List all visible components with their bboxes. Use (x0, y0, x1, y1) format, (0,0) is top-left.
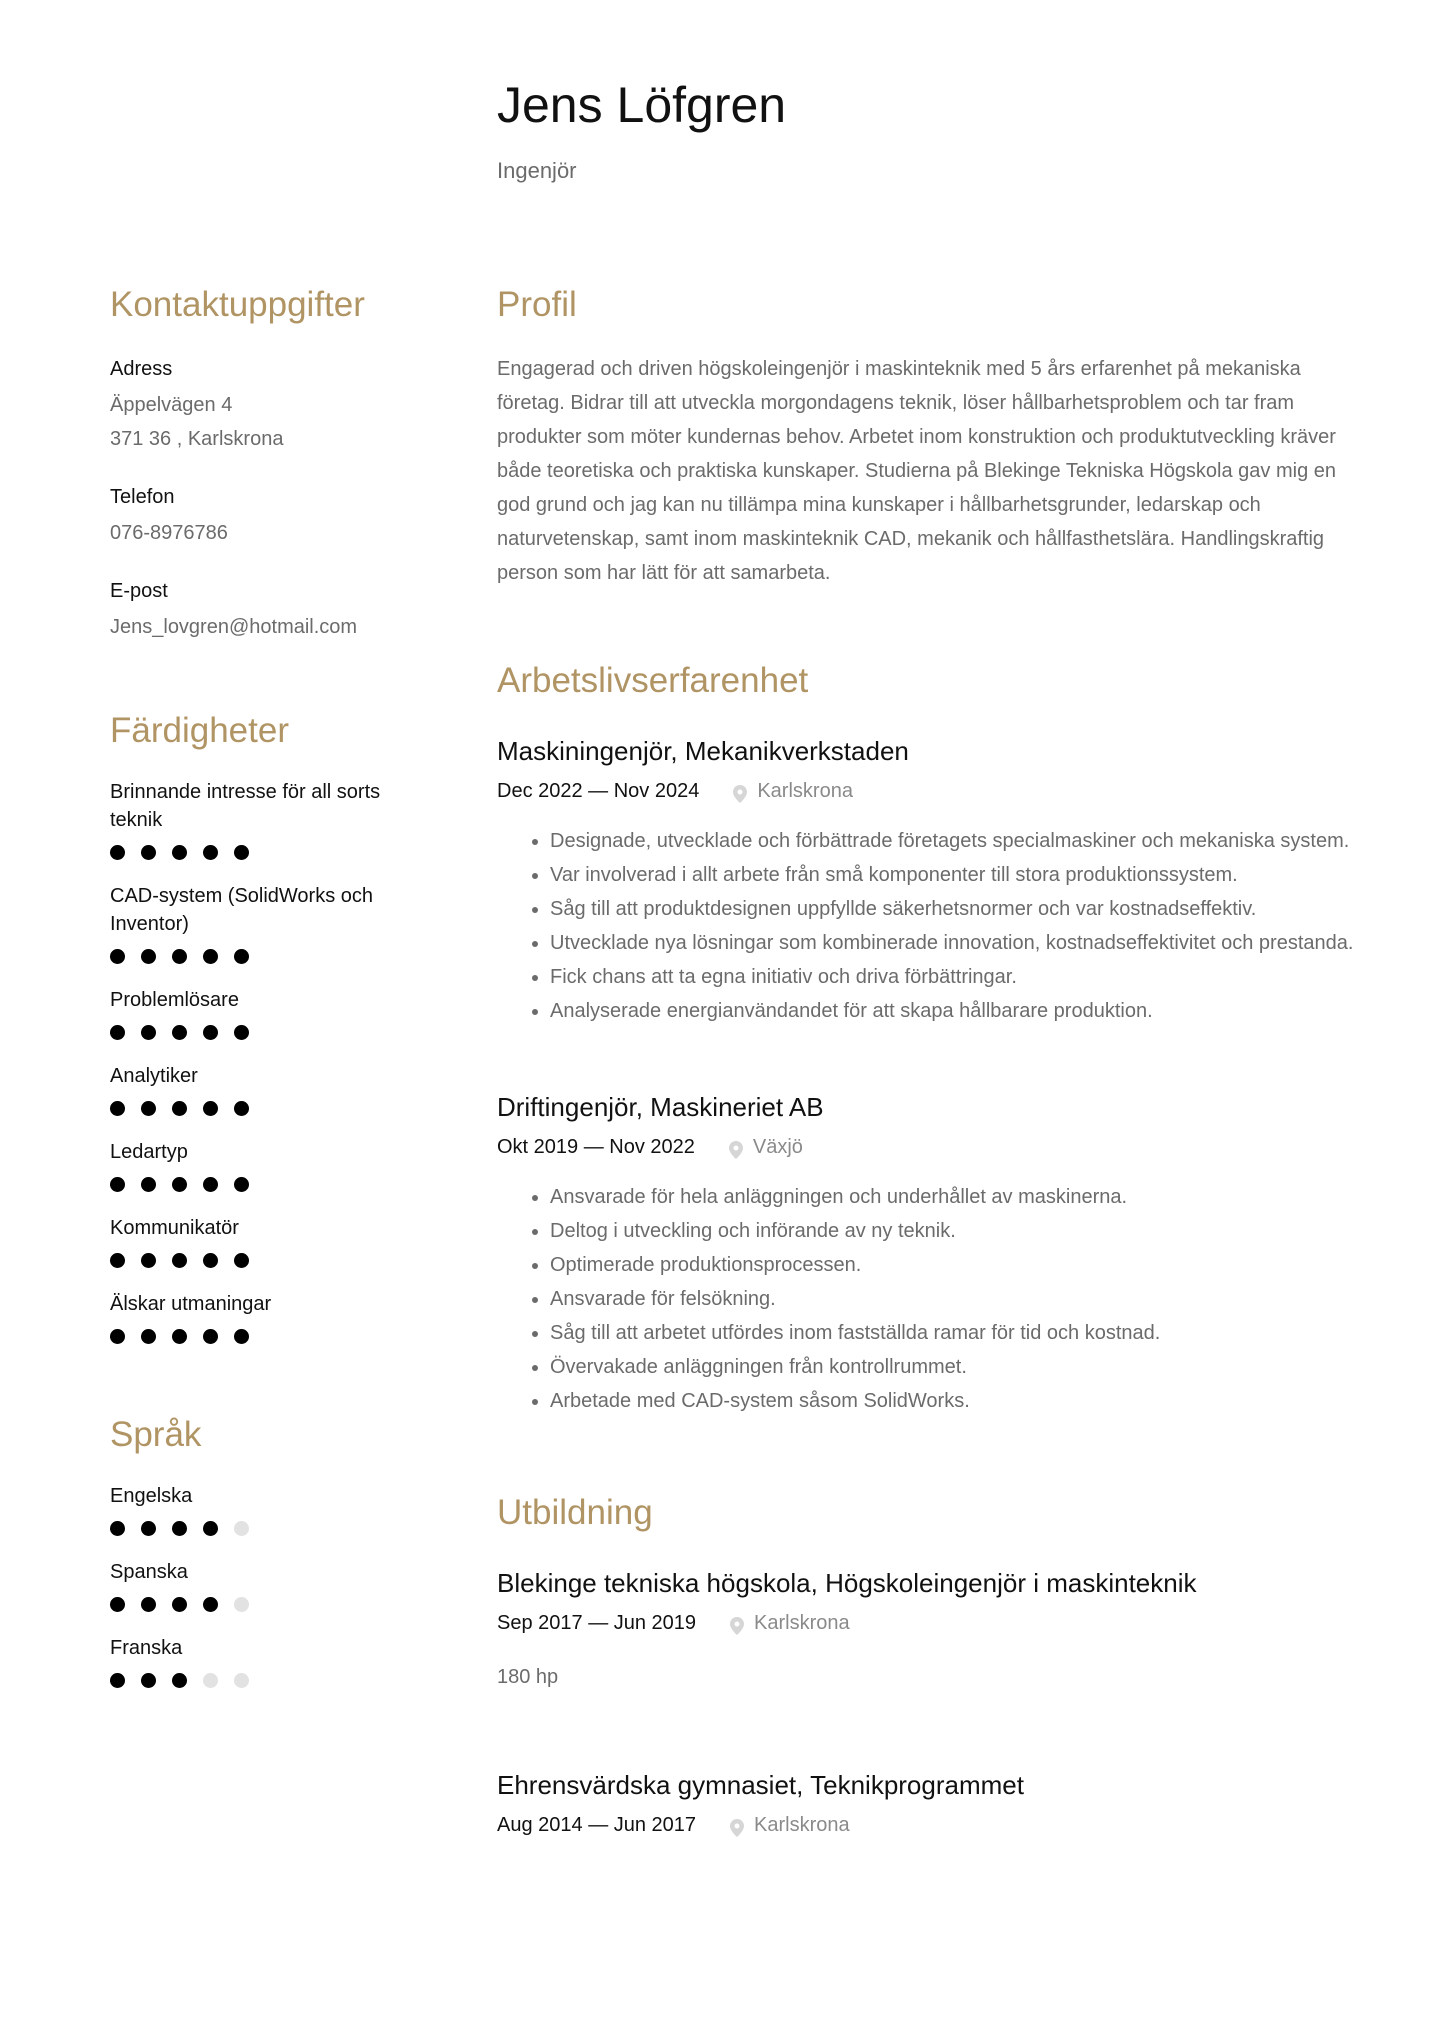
profile-section-title: Profil (497, 285, 577, 324)
phone-value: 076-8976786 (110, 522, 228, 544)
job-entry-meta (497, 1132, 1367, 1162)
rating-dot (110, 1177, 125, 1192)
language-item (110, 1482, 430, 1536)
rating-dot (234, 1177, 249, 1192)
rating-dot (234, 1101, 249, 1116)
skill-item (110, 986, 430, 1040)
rating-dot (203, 1521, 218, 1536)
job-entry-title: Driftingenjör, Maskineriet AB (497, 1092, 824, 1122)
skill-item-label: Brinnande intresse för all sorts teknik (110, 781, 381, 831)
rating-dot (172, 1597, 187, 1612)
phone-block (110, 482, 430, 550)
rating-dots (110, 1100, 430, 1116)
rating-dot (203, 1597, 218, 1612)
education-entry-dates: Sep 2017 — Jun 2019 (497, 1612, 697, 1634)
skill-item (110, 778, 430, 860)
bullet-item: • Analyserade energianvändandet för att skapa hållbarare produktion. (550, 994, 1367, 1028)
rating-dot (234, 1329, 249, 1344)
email-block (110, 576, 430, 644)
rating-dot (141, 1329, 156, 1344)
rating-dots (110, 1672, 430, 1688)
job-entry-location: Växjö (752, 1136, 803, 1158)
rating-dot (172, 1673, 187, 1688)
bullet-item: • Var involverad i allt arbete från små komponenter till stora produktionssystem. (550, 858, 1367, 892)
bullet-item: • Såg till att arbetet utfördes inom fastställda ramar för tid och kostnad. (550, 1316, 1367, 1350)
rating-dot (203, 1177, 218, 1192)
rating-dot (141, 1673, 156, 1688)
skill-item-label: Ledartyp (110, 1141, 188, 1163)
main-column (497, 278, 1367, 1840)
rating-dot (172, 1521, 187, 1536)
rating-dot (141, 1101, 156, 1116)
bullet-item: • Ansvarade för hela anläggningen och underhållet av maskinerna. (550, 1180, 1367, 1214)
skill-item (110, 1138, 430, 1192)
rating-dots (110, 844, 430, 860)
skill-item (110, 1062, 430, 1116)
address-line2: 371 36 , Karlskrona (110, 428, 284, 450)
email-label: E-post (110, 580, 168, 602)
rating-dot (141, 949, 156, 964)
education-entry-meta (497, 1608, 1367, 1638)
rating-dot (110, 1673, 125, 1688)
job-entry-location: Karlskrona (757, 780, 853, 802)
rating-dot (172, 1101, 187, 1116)
bullet-item: • Designade, utvecklade och förbättrade företagets specialmaskiner och mekaniska system. (550, 824, 1367, 858)
rating-dot (203, 845, 218, 860)
rating-dot (203, 1253, 218, 1268)
sidebar (110, 278, 430, 1688)
skills-list (110, 778, 430, 1344)
rating-dot (234, 1597, 249, 1612)
skill-item-label: Älskar utmaningar (110, 1293, 272, 1315)
job-entry-bullets (497, 1180, 1367, 1418)
rating-dot (110, 1101, 125, 1116)
bullet-item: • Deltog i utveckling och införande av ny teknik. (550, 1214, 1367, 1248)
rating-dot (110, 845, 125, 860)
job-entry (497, 1088, 1367, 1418)
skill-item-label: Analytiker (110, 1065, 198, 1087)
address-block (110, 354, 430, 456)
bullet-item: • Fick chans att ta egna initiativ och driva förbättringar. (550, 960, 1367, 994)
rating-dot (234, 1521, 249, 1536)
rating-dots (110, 948, 430, 964)
education-entry-note: 180 hp (497, 1666, 559, 1688)
bullet-item: • Utvecklade nya lösningar som kombinerade innovation, kostnadseffektivitet och prestanda. (550, 926, 1367, 960)
bullet-item: • Arbetade med CAD-system såsom SolidWorks. (550, 1384, 1367, 1418)
rating-dot (141, 845, 156, 860)
skill-item (110, 1290, 430, 1344)
rating-dot (172, 845, 187, 860)
rating-dot (203, 949, 218, 964)
address-line1: Äppelvägen 4 (110, 394, 233, 416)
job-entry-dates: Okt 2019 — Nov 2022 (497, 1136, 695, 1158)
bullet-item: • Ansvarade för felsökning. (550, 1282, 1367, 1316)
rating-dot (234, 845, 249, 860)
education-entry (497, 1766, 1367, 1840)
education-entry-title: Ehrensvärdska gymnasiet, Teknikprogrammet (497, 1770, 1024, 1800)
education-entry-location: Karlskrona (754, 1814, 850, 1836)
profile-text: Engagerad och driven högskoleingenjör i maskinteknik med 5 års erfarenhet på mekaniska företag. Bidrar till att utveckla morgondagens teknik, löser hållbarhetsproblem och tar fram produkter som möter kundernas behov. Arbetet inom konstruktion och produktutveckling kräver både teoretiska och praktiska kunskaper. Studierna på Blekinge Tekniska Högskola gav mig en god grund och jag kan nu tillämpa mina kunskaper i hållbarhetsgrunder, ledarskap och naturvetenskap, samt inom maskinteknik CAD, mekanik och hållfasthetslära. Handlingskraftig person som har lätt för att samarbeta. (497, 358, 1337, 584)
rating-dot (141, 1253, 156, 1268)
rating-dot (110, 1597, 125, 1612)
education-list (497, 1564, 1367, 1840)
address-label: Adress (110, 358, 173, 380)
rating-dot (203, 1025, 218, 1040)
rating-dot (110, 1521, 125, 1536)
jobs-list (497, 732, 1367, 1418)
education-entry-title: Blekinge tekniska högskola, Högskoleingenjör i maskinteknik (497, 1568, 1197, 1598)
rating-dot (203, 1673, 218, 1688)
skill-item (110, 882, 430, 964)
skill-item-label: CAD-system (SolidWorks och Inventor) (110, 885, 374, 935)
language-item-label: Franska (110, 1637, 183, 1659)
rating-dot (203, 1329, 218, 1344)
phone-label: Telefon (110, 486, 175, 508)
rating-dot (172, 1253, 187, 1268)
job-entry-meta (497, 776, 1367, 806)
education-entry (497, 1564, 1367, 1694)
rating-dots (110, 1176, 430, 1192)
rating-dot (141, 1597, 156, 1612)
person-name: Jens Löfgren (497, 77, 787, 133)
experience-section-title: Arbetslivserfarenhet (497, 661, 809, 700)
bullet-item: • Såg till att produktdesignen uppfyllde säkerhetsnormer och var kostnadseffektiv. (550, 892, 1367, 926)
rating-dot (110, 1253, 125, 1268)
job-entry-bullets (497, 824, 1367, 1028)
skills-section-title: Färdigheter (110, 711, 289, 750)
rating-dot (141, 1521, 156, 1536)
skill-item-label: Kommunikatör (110, 1217, 239, 1239)
language-item-label: Spanska (110, 1561, 188, 1583)
language-item-label: Engelska (110, 1485, 193, 1507)
rating-dot (141, 1177, 156, 1192)
location-pin-icon (730, 1614, 744, 1632)
rating-dot (172, 1177, 187, 1192)
skill-item-label: Problemlösare (110, 989, 239, 1011)
email-value: Jens_lovgren@hotmail.com (110, 616, 358, 638)
rating-dots (110, 1024, 430, 1040)
job-entry-dates: Dec 2022 — Nov 2024 (497, 780, 700, 802)
location-pin-icon (730, 1816, 744, 1834)
education-entry-dates: Aug 2014 — Jun 2017 (497, 1814, 697, 1836)
languages-list (110, 1482, 430, 1688)
contact-section-title: Kontaktuppgifter (110, 285, 365, 324)
rating-dot (110, 1329, 125, 1344)
language-item (110, 1634, 430, 1688)
rating-dot (234, 1673, 249, 1688)
location-pin-icon (733, 782, 747, 800)
language-item (110, 1558, 430, 1612)
rating-dots (110, 1328, 430, 1344)
rating-dots (110, 1520, 430, 1536)
job-entry-title: Maskiningenjör, Mekanikverkstaden (497, 736, 909, 766)
languages-section-title: Språk (110, 1415, 202, 1454)
rating-dot (203, 1101, 218, 1116)
rating-dots (110, 1596, 430, 1612)
bullet-item: • Övervakade anläggningen från kontrollrummet. (550, 1350, 1367, 1384)
education-entry-meta (497, 1810, 1367, 1840)
rating-dots (110, 1252, 430, 1268)
resume-header (497, 72, 786, 186)
rating-dot (234, 949, 249, 964)
rating-dot (172, 1329, 187, 1344)
job-entry (497, 732, 1367, 1028)
bullet-item: • Optimerade produktionsprocessen. (550, 1248, 1367, 1282)
rating-dot (110, 949, 125, 964)
location-pin-icon (729, 1138, 743, 1156)
rating-dot (172, 1025, 187, 1040)
education-entry-location: Karlskrona (754, 1612, 850, 1634)
rating-dot (172, 949, 187, 964)
rating-dot (110, 1025, 125, 1040)
rating-dot (234, 1253, 249, 1268)
skill-item (110, 1214, 430, 1268)
rating-dot (141, 1025, 156, 1040)
person-role: Ingenjör (497, 158, 577, 183)
education-section-title: Utbildning (497, 1493, 653, 1532)
rating-dot (234, 1025, 249, 1040)
